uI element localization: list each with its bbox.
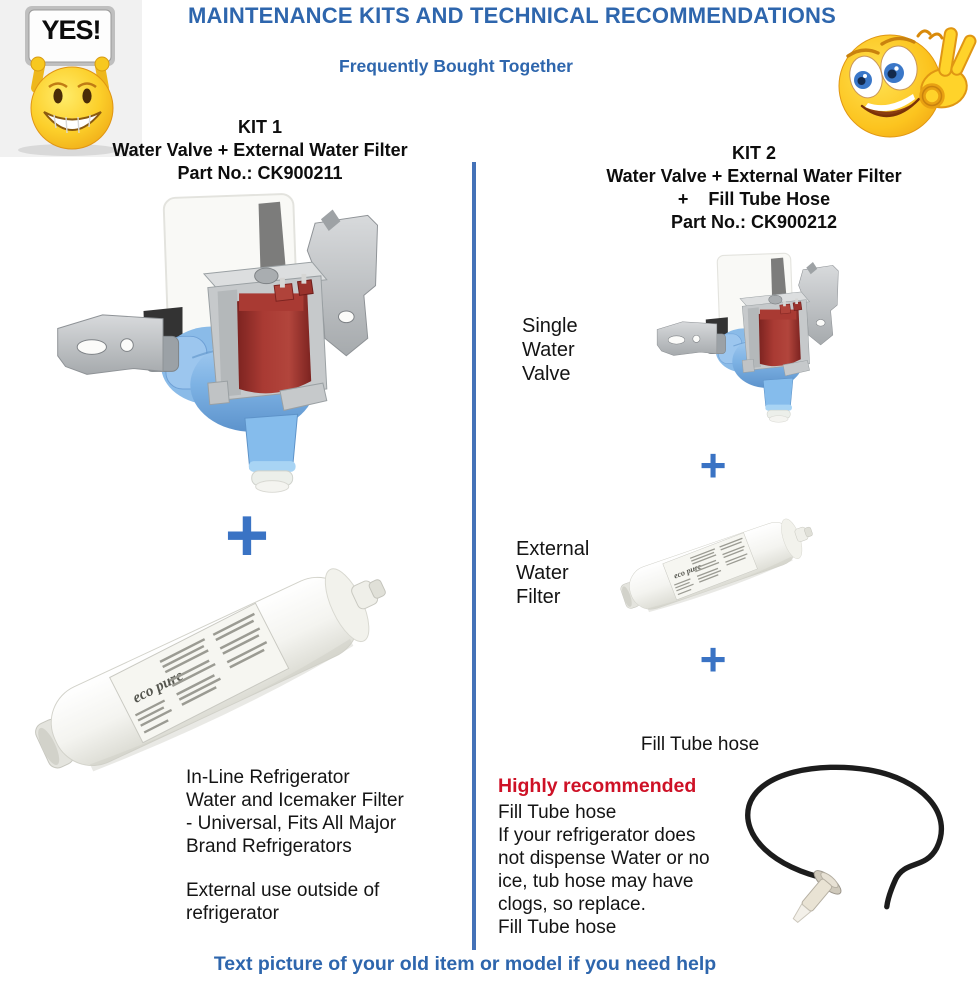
label-line: Valve <box>522 363 571 385</box>
hose-note <box>498 801 728 939</box>
kit1-water-valve-image <box>36 192 446 504</box>
kit1-desc-line: refrigerator <box>186 903 279 924</box>
kit1-subtitle: Water Valve + External Water Filter <box>112 140 408 160</box>
footer-note: Text picture of your old item or model if you need help <box>213 953 717 975</box>
kit2-water-valve-image <box>645 252 877 429</box>
kit1-desc-line: Water and Icemaker Filter <box>186 790 404 811</box>
plus-icon: + <box>699 439 727 491</box>
kit2-valve-label <box>522 314 578 386</box>
kit1-water-filter-image <box>18 538 412 797</box>
kit2-hose-label: Fill Tube hose <box>640 734 760 755</box>
label-line: Water <box>516 562 569 584</box>
kit1-desc-line: - Universal, Fits All Major <box>186 813 397 834</box>
ok-smiley-icon <box>830 26 978 140</box>
hose-note-line: ice, tub hose may have <box>498 871 694 892</box>
label-line: Single <box>522 315 578 337</box>
page-subtitle: Frequently Bought Together <box>339 56 573 76</box>
hose-note-line: Fill Tube hose <box>498 917 617 938</box>
plus-icon: + <box>699 633 727 685</box>
kit1-description <box>186 766 404 925</box>
hose-note-line: Fill Tube hose <box>498 802 617 823</box>
kit1-desc-line: External use outside of <box>186 880 380 901</box>
hose-note-line: not dispense Water or no <box>498 848 710 869</box>
kit2-filter-label <box>516 537 589 609</box>
plus-icon: + <box>224 493 270 578</box>
hose-note-line: clogs, so replace. <box>498 894 646 915</box>
kit2-title: KIT 2 <box>731 143 776 163</box>
kit2-subtitle: Water Valve + External Water Filter <box>606 166 902 186</box>
fill-tube-hose-image <box>733 762 978 938</box>
label-line: External <box>516 538 590 560</box>
hose-note-line: If your refrigerator does <box>498 825 696 846</box>
kit2-part-number: Part No.: CK900212 <box>670 212 838 232</box>
kit1-title: KIT 1 <box>237 117 282 137</box>
label-line: Water <box>522 339 575 361</box>
yes-badge-text: YES! <box>41 15 101 45</box>
label-line: Filter <box>516 586 561 608</box>
kit2-subtitle2: + Fill Tube Hose <box>677 189 831 209</box>
kit1-heading <box>100 116 420 185</box>
kit1-part-number: Part No.: CK900211 <box>177 163 343 183</box>
spacer <box>186 858 404 879</box>
divider-line <box>472 162 476 950</box>
kit1-desc-line: Brand Refrigerators <box>186 836 352 857</box>
page-title: MAINTENANCE KITS AND TECHNICAL RECOMMENDATIONS <box>187 3 836 28</box>
kit2-water-filter-image <box>612 504 824 624</box>
kit2-recommendation <box>498 775 728 939</box>
kit2-heading <box>598 142 910 234</box>
kit1-desc-line: In-Line Refrigerator <box>186 767 350 788</box>
highly-recommended-title: Highly recommended <box>498 775 697 797</box>
